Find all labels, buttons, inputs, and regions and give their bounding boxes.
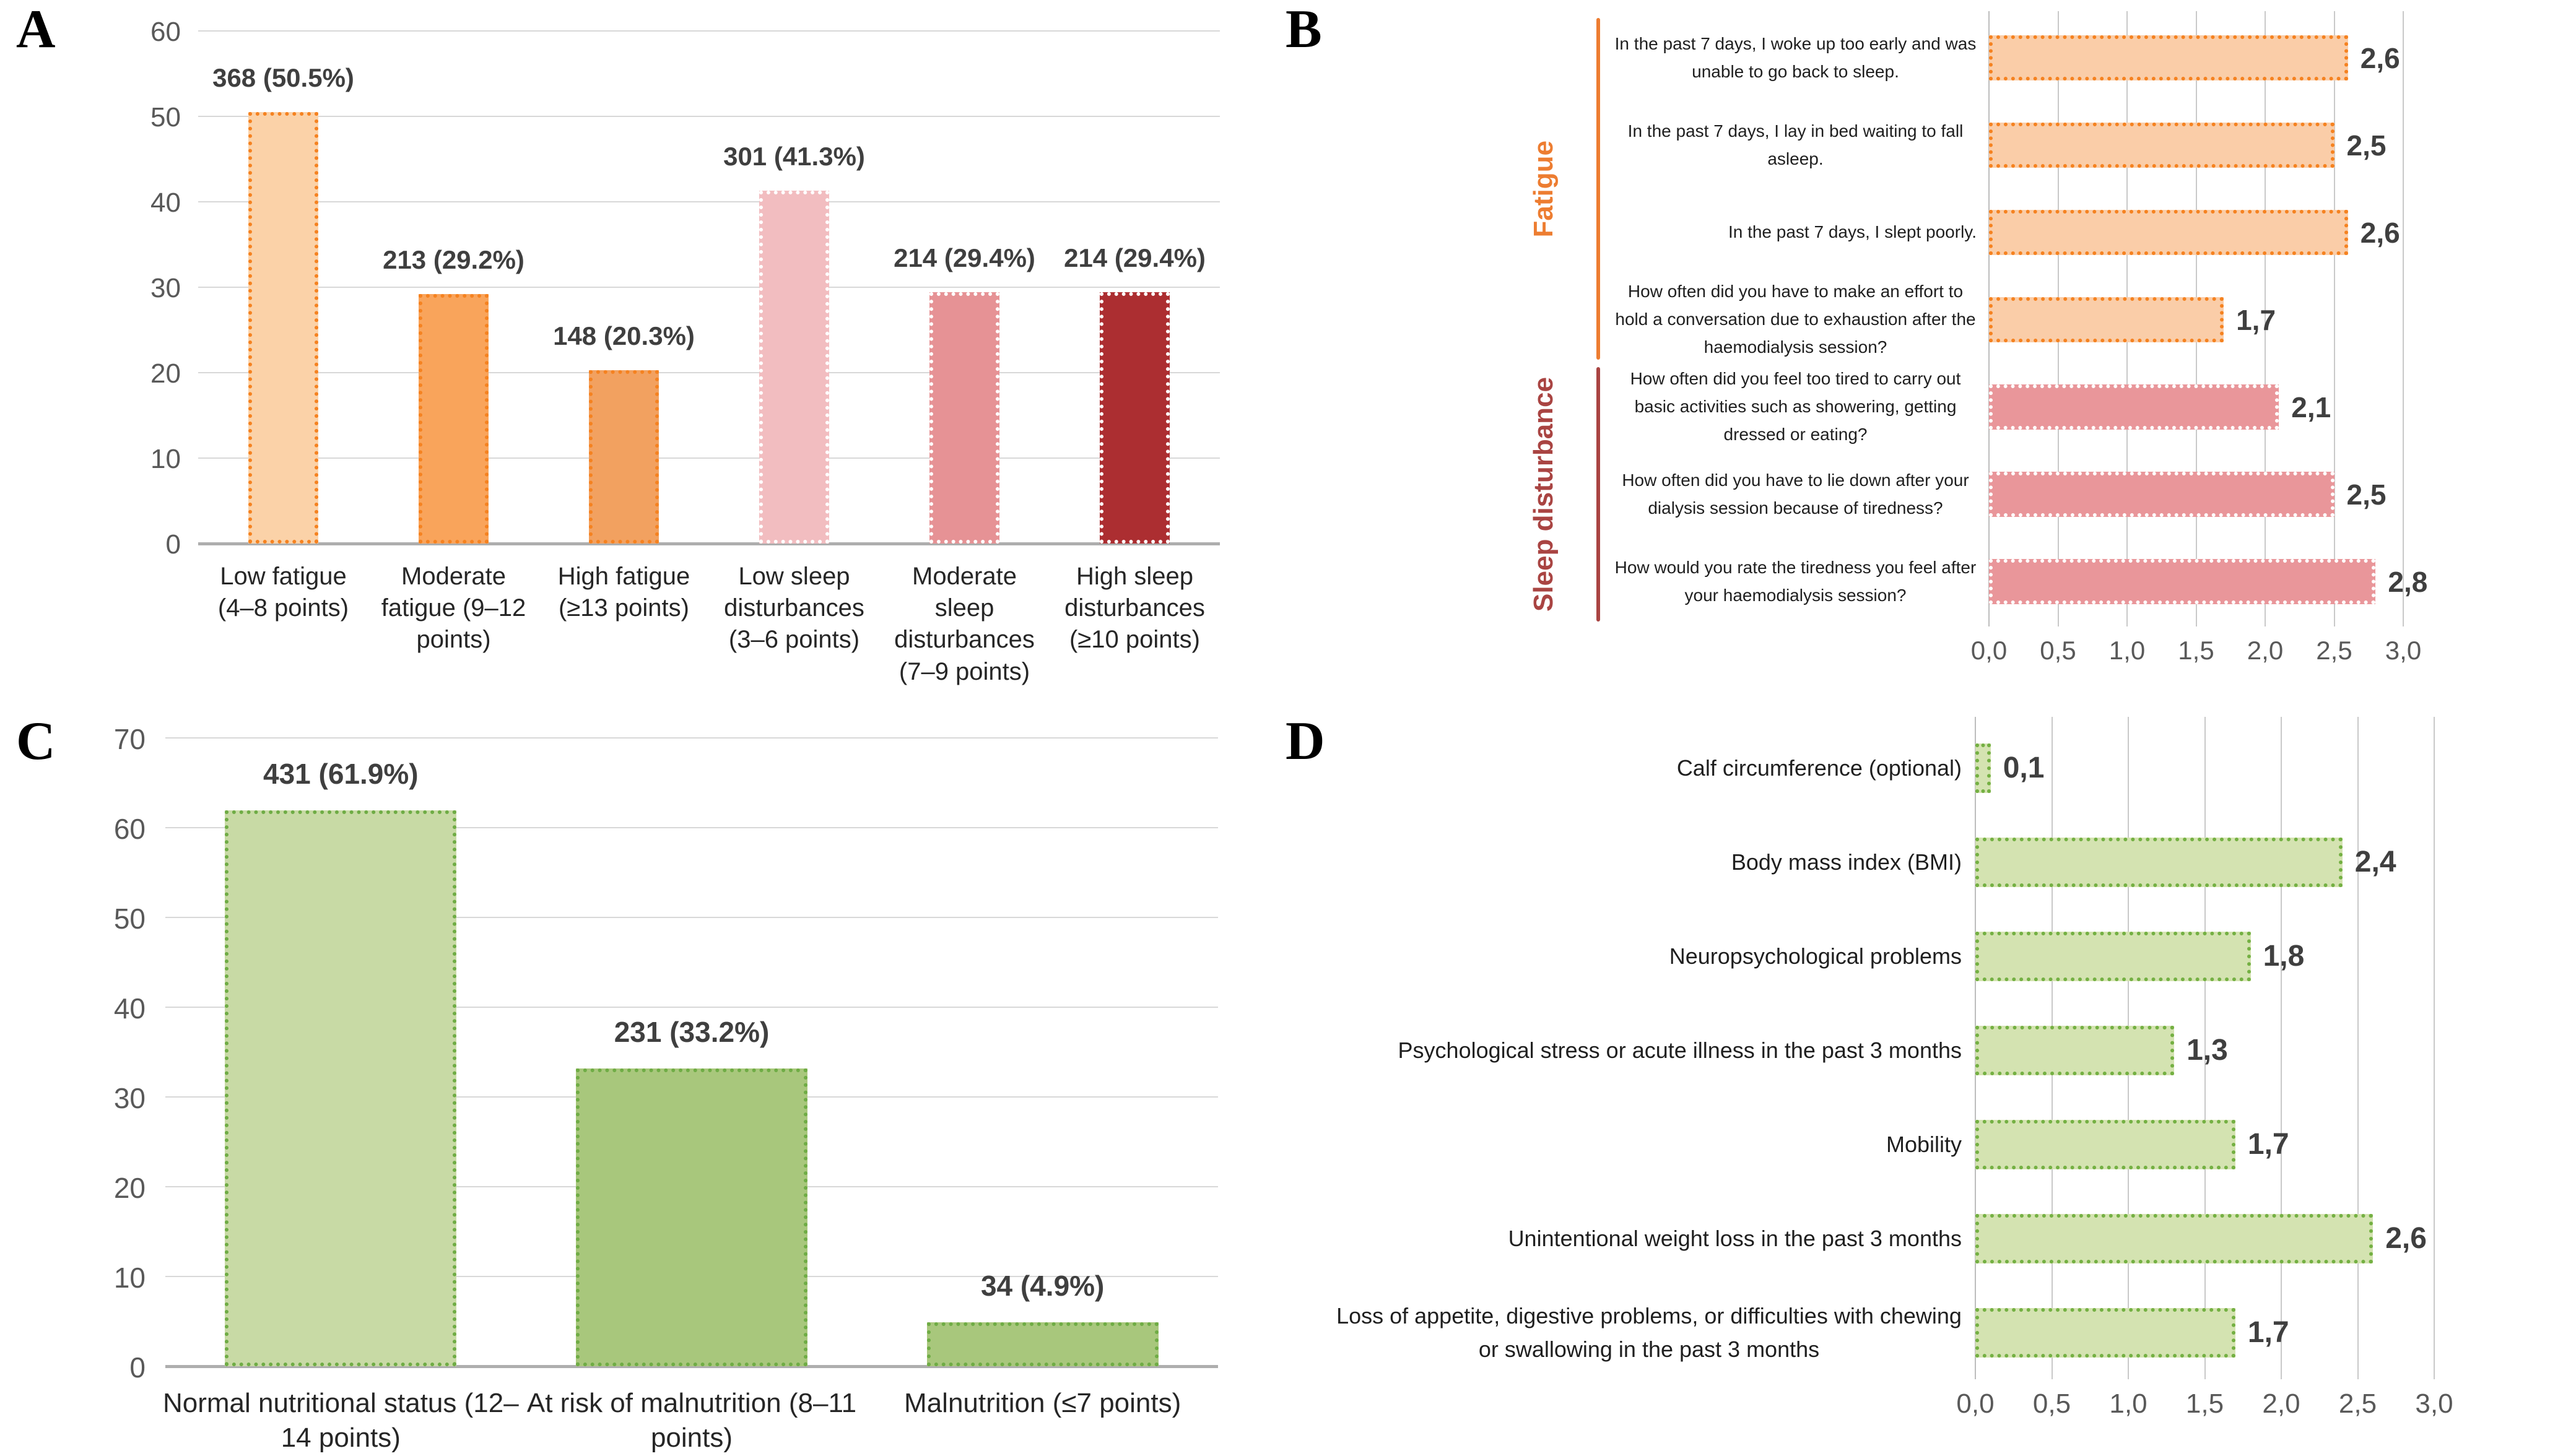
category-label: Neuropsychological problems [1669, 943, 1962, 969]
y-tick-label: 30 [150, 273, 181, 303]
bar [576, 1068, 807, 1366]
bar-value-label: 1,7 [2247, 1316, 2289, 1349]
y-gridline [198, 287, 1220, 288]
x-gridline [2281, 717, 2282, 1379]
panel-letter-b: B [1286, 0, 1322, 59]
category-label: Body mass index (BMI) [1731, 849, 1962, 875]
category-label: Loss of appetite, digestive problems, or difficulties with chewing or swallowing in the past 3 months [1336, 1303, 1962, 1362]
bar-value-label: 2,1 [2291, 391, 2331, 423]
category-label-box [1294, 538, 1977, 625]
category-label-box [1294, 721, 1962, 815]
bar-value-label: 214 (29.4%) [894, 243, 1035, 273]
bar [225, 810, 456, 1366]
category-label: How often did you have to lie down after your dialysis session because of tiredness? [1622, 470, 1969, 518]
bar [1975, 1026, 2174, 1075]
y-tick-label: 30 [113, 1082, 146, 1114]
bar-value-label: 231 (33.2%) [614, 1015, 770, 1048]
bar [1989, 210, 2348, 255]
bar-value-label: 1,7 [2247, 1128, 2289, 1161]
bar [1989, 472, 2335, 517]
y-tick-label: 50 [150, 102, 181, 132]
panel-letter-a: A [16, 0, 56, 59]
y-tick-label: 40 [150, 188, 181, 218]
y-tick-label: 40 [113, 992, 146, 1025]
group-label-box [1516, 367, 1572, 622]
x-gridline [2434, 717, 2435, 1379]
category-label-box [1294, 1098, 1962, 1192]
y-tick-label: 60 [150, 17, 181, 47]
category-label: Mobility [1886, 1132, 1962, 1157]
category-label-box [1294, 189, 1977, 276]
category-label: In the past 7 days, I slept poorly. [1728, 222, 1977, 242]
y-tick-label: 0 [165, 529, 181, 560]
bar [1975, 838, 2343, 887]
y-gridline [198, 457, 1220, 459]
category-label-box [1294, 451, 1977, 538]
panel-d-mna-items-chart [1269, 712, 2563, 1452]
x-tick-label: 2,5 [2316, 636, 2352, 665]
x-tick-label: 0,5 [2032, 1389, 2071, 1419]
y-tick-label: 70 [113, 723, 146, 755]
category-label-box [1294, 102, 1977, 189]
group-label: Sleep disturbance [1528, 376, 1559, 612]
bar [927, 1322, 1159, 1366]
category-label-box [1294, 1286, 1962, 1380]
x-tick-label: 0,0 [1956, 1389, 1995, 1419]
bar-value-label: 213 (29.2%) [383, 245, 524, 275]
x-tick-label: 3,0 [2415, 1389, 2453, 1419]
category-label: How often did you have to make an effort to hold a conversation due to exhaustion after the haemodialysis session? [1615, 282, 1976, 357]
x-tick-label: 0,5 [2040, 636, 2076, 665]
bar-value-label: 2,5 [2346, 478, 2387, 511]
y-tick-label: 50 [113, 903, 146, 935]
bar-value-label: 148 (20.3%) [553, 321, 695, 350]
bar [1975, 743, 1991, 793]
category-label: High fatigue (≥13 points) [557, 563, 690, 622]
bar-value-label: 301 (41.3%) [723, 142, 865, 171]
category-label: High sleep disturbances (≥10 points) [1064, 563, 1205, 654]
x-gridline [2357, 717, 2359, 1379]
x-tick-label: 1,5 [2178, 636, 2214, 665]
category-label: Low fatigue (4–8 points) [217, 563, 349, 622]
bar-value-label: 2,8 [2388, 565, 2428, 598]
x-gridline [2403, 11, 2404, 626]
bar-value-label: 1,3 [2187, 1034, 2228, 1067]
category-label-box [1294, 276, 1977, 363]
bar [929, 292, 999, 544]
y-tick-label: 0 [129, 1351, 146, 1384]
category-label: Malnutrition (≤7 points) [904, 1388, 1181, 1418]
bar [1975, 1120, 2235, 1169]
x-tick-label: 1,5 [2185, 1389, 2224, 1419]
y-tick-label: 60 [113, 813, 146, 845]
bar-value-label: 1,7 [2236, 303, 2276, 336]
x-tick-label: 2,0 [2262, 1389, 2300, 1419]
x-gridline [2334, 11, 2335, 626]
bar [248, 112, 318, 544]
x-tick-label: 2,0 [2247, 636, 2284, 665]
bar-value-label: 2,6 [2385, 1222, 2427, 1255]
group-line [1596, 367, 1600, 622]
category-label: How would you rate the tiredness you feel after your haemodialysis session? [1614, 557, 1977, 605]
panel-b-fatigue-sleep-items-chart [1269, 0, 2563, 712]
panel-c-nutritional-status-chart [0, 712, 1269, 1452]
bar [1989, 123, 2335, 168]
y-gridline [198, 201, 1220, 202]
category-label: Moderate fatigue (9–12 points) [381, 563, 526, 654]
category-label: Calf circumference (optional) [1676, 755, 1962, 781]
category-label: At risk of malnutrition (8–11 points) [526, 1388, 857, 1454]
panel-a-fatigue-sleep-categories-chart [0, 0, 1269, 712]
x-tick-label: 1,0 [2108, 636, 2146, 665]
y-tick-label: 20 [150, 358, 181, 389]
y-tick-label: 20 [113, 1172, 146, 1204]
category-label: In the past 7 days, I lay in bed waiting to fall asleep. [1627, 121, 1964, 168]
bar-value-label: 34 (4.9%) [980, 1269, 1105, 1302]
category-label: Moderate sleep disturbances (7–9 points) [894, 563, 1035, 685]
y-gridline [198, 372, 1220, 373]
category-label-box [1294, 1192, 1962, 1286]
bar-value-label: 2,4 [2354, 846, 2396, 878]
bar-value-label: 2,5 [2346, 129, 2387, 162]
category-label: Unintentional weight loss in the past 3 months [1508, 1226, 1962, 1251]
bar [1989, 297, 2224, 342]
category-label: Low sleep disturbances (3–6 points) [724, 563, 864, 654]
group-label: Fatigue [1528, 140, 1559, 238]
x-tick-label: 3,0 [2385, 636, 2422, 665]
bar [589, 370, 659, 544]
category-label: How often did you feel too tired to carry out basic activities such as showering, getting dressed or eating? [1630, 369, 1961, 444]
bar-value-label: 2,6 [2360, 216, 2400, 249]
y-tick-label: 10 [113, 1262, 146, 1294]
bar [759, 191, 829, 544]
bar-value-label: 214 (29.4%) [1064, 243, 1206, 273]
category-label-box [1294, 1003, 1962, 1098]
x-tick-label: 1,0 [2109, 1389, 2147, 1419]
bar [1989, 35, 2348, 80]
y-gridline [198, 30, 1220, 32]
category-label-box [1294, 909, 1962, 1003]
x-tick-label: 2,5 [2338, 1389, 2377, 1419]
group-line [1596, 18, 1600, 360]
category-label-box [1294, 14, 1977, 102]
bar-value-label: 0,1 [2003, 752, 2045, 784]
bar-value-label: 2,6 [2360, 41, 2400, 74]
bar [1989, 384, 2279, 430]
bar [1975, 1308, 2235, 1358]
category-label: In the past 7 days, I woke up too early and was unable to go back to sleep. [1614, 33, 1977, 81]
category-label: Psychological stress or acute illness in the past 3 months [1398, 1038, 1962, 1063]
y-tick-label: 10 [150, 444, 181, 474]
bar-value-label: 368 (50.5%) [212, 63, 354, 93]
bar [1100, 292, 1170, 544]
bar-value-label: 431 (61.9%) [263, 758, 419, 791]
bar [1989, 559, 2375, 604]
x-tick-label: 0,0 [1970, 636, 2008, 665]
bar-value-label: 1,8 [2263, 940, 2305, 973]
panel-letter-c: C [16, 711, 56, 771]
y-gridline [198, 116, 1220, 117]
category-label-box [1294, 363, 1977, 451]
category-label-box [1294, 815, 1962, 909]
panel-letter-d: D [1286, 711, 1325, 771]
bar [1975, 932, 2251, 981]
y-gridline [165, 737, 1218, 739]
bar [1975, 1214, 2373, 1263]
category-label: Normal nutritional status (12–14 points) [162, 1388, 519, 1454]
group-label-box [1516, 18, 1572, 360]
y-gridline [198, 542, 1220, 545]
